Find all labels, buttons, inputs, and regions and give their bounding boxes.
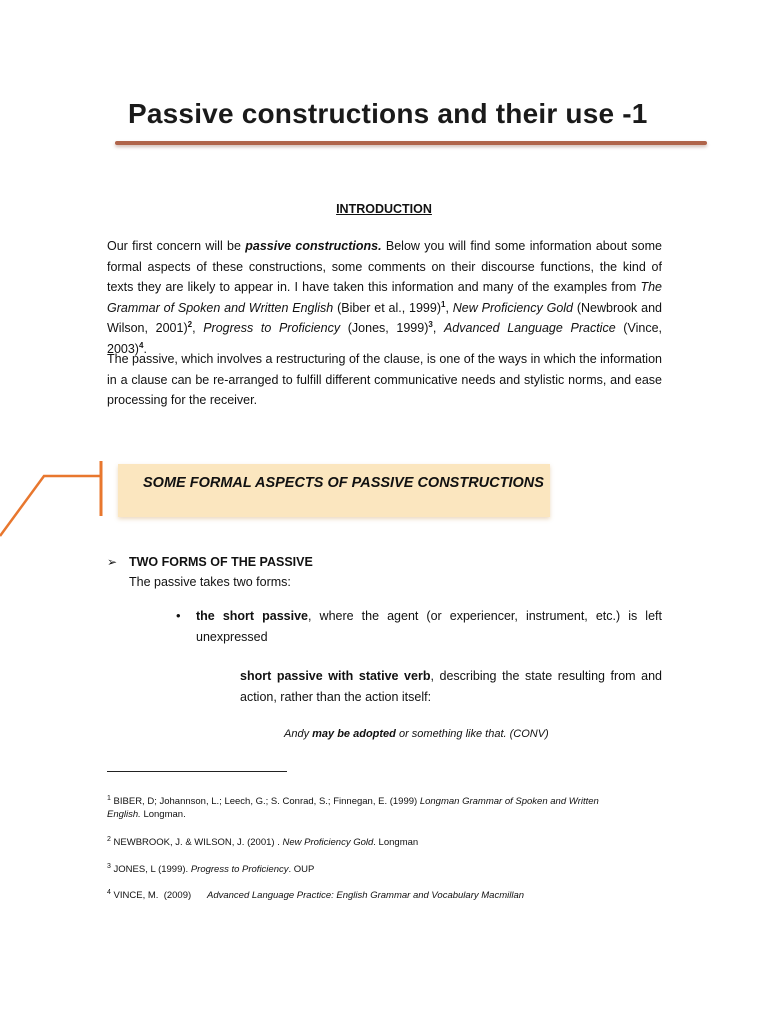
intro-paragraph-1: Our first concern will be passive constructions. Below you will find some information about some formal aspects of these constructions, some comments on their discourse functions, the kind of texts they are likely to appear in. I have taken this information and many of the examples from The Grammar of Spoken and Written English (Biber et al., 1999)$^1$, New Proficiency Gold (Newbrook and Wilson, 2001)$^2$, Progress to Proficiency (Jones, 1999)$^3$, Advanced Language Practice (Vince, 2003)$^4$. [107,239,662,356]
example-sentence: Andy may be adopted or something like that. (CONV) [284,728,549,740]
bullet-icon: • [176,608,181,623]
page-title: Passive constructions and their use -1 [128,98,648,129]
introduction-heading: INTRODUCTION [336,202,432,216]
arrow-bullet-icon: ➢ [107,555,118,569]
subsection-heading: TWO FORMS OF THE PASSIVE [129,555,313,569]
title-underline [115,141,707,145]
footnote-ref-3: 3 [428,319,433,329]
decorative-connector-lines [0,458,110,548]
footnote-3: $^3$ JONES, L (1999). Progress to Proficiency. OUP [107,862,315,875]
short-passive-item: the short passive, where the agent (or experiencer, instrument, etc.) is left unexpressed [196,609,662,644]
footnote-ref-1: 1 [441,299,446,309]
footnote-4: $^4$ VINCE, M. (2009) Advanced Language Practice: English Grammar and Vocabulary Macmillan [107,888,525,901]
stative-passive-item: short passive with stative verb, describing the state resulting from and action, rather than the action itself: [240,669,663,704]
footnote-1: $^1$ BIBER, D; Johannson, L.; Leech, G.; S. Conrad, S.; Finnegan, E. (1999) Longman Grammar of Spoken and Written English. Longman. [107,794,599,820]
footnote-ref-4: 4 [138,340,144,350]
intro-paragraph-2: The passive, which involves a restructuring of the clause, is one of the ways in which the information in a clause can be re-arranged to fulfill different communicative needs and stylistic norms, and ease processing for the receiver. [107,352,662,407]
footnote-ref-2: 2 [187,319,193,329]
footnote-2: $^2$ NEWBROOK, J. & WILSON, J. (2001) . New Proficiency Gold. Longman [107,835,419,848]
footnote-separator [107,771,287,772]
subsection-intro: The passive takes two forms: [129,575,291,589]
section-heading: SOME FORMAL ASPECTS OF PASSIVE CONSTRUCTIONS [143,475,544,491]
